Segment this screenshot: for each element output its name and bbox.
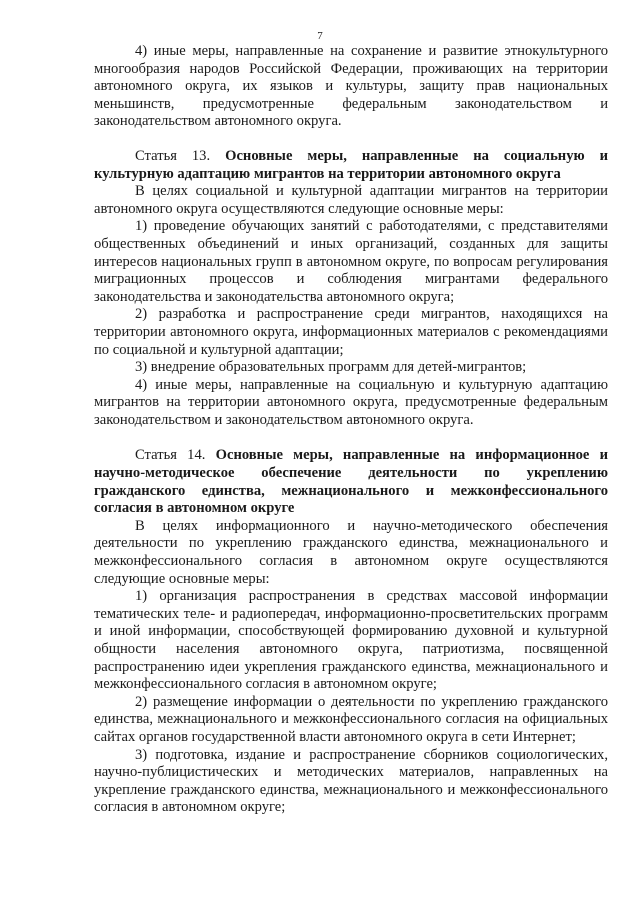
article-14-item-1: 1) организация распространения в средствах массовой информации тематических теле- и радиопередач, информационно-просветительских программ и иной информации, способствующей формированию духовной и культурной общности населения автономного округа, патриотизма, посвященной распространению идеи укрепления гражданского единства, межнационального и межконфессионального согласия в автономном округе;: [94, 588, 608, 693]
article-14-heading: [94, 447, 608, 517]
article-13-item-1: 1) проведение обучающих занятий с работодателями, с представителями общественных объединений и иных организаций, созданных для защиты интересов национальных групп в автономном округе, по вопросам регулирования миграционных процессов и соблюдения мигрантами федерального законодательства и законодательства автономного округа;: [94, 218, 608, 305]
article-13-number: Статья 13.: [135, 147, 226, 164]
article-13-item-2: 2) разработка и распространение среди мигрантов, находящихся на территории автономного округа, информационных материалов с рекомендациями по социальной и культурной адаптации;: [94, 306, 608, 358]
article-14-intro: В целях информационного и научно-методического обеспечения деятельности по укреплению гражданского единства, межнационального и межконфессионального согласия в автономном округе осуществляются следующие основные меры:: [94, 517, 608, 587]
article-13-item-3: 3) внедрение образовательных программ для детей-мигрантов;: [135, 359, 527, 376]
article-14-item-2: 2) размещение информации о деятельности по укреплению гражданского единства, межнационального и межконфессионального согласия на официальных сайтах органов государственной власти автономного округа в сети Интернет;: [94, 693, 608, 745]
article-13-item-4: 4) иные меры, направленные на социальную и культурную адаптацию мигрантов на территории автономного округа, предусмотренные федеральным законодательством и законодательством автономного округа.: [94, 376, 608, 428]
article-14-title: Основные меры, направленные на информационное и научно-методическое обеспечение деятельности по укреплению гражданского единства, межнационального и межконфессионального согласия в автономном округе: [94, 447, 609, 517]
article-13-heading: [94, 148, 608, 183]
article-14-number: Статья 14.: [135, 447, 216, 464]
article-13-title: Основные меры, направленные на социальную и культурную адаптацию мигрантов на территории автономного округа: [94, 147, 609, 182]
paragraph-item-4-ethnocultural: 4) иные меры, направленные на сохранение и развитие этнокультурного многообразия народов Российской Федерации, проживающих на территории автономного округа, их языков и культуры, защиту прав национальных меньшинств, предусмотренные федеральным законодательством и законодательством автономного округа.: [94, 43, 608, 130]
document-body: [94, 43, 608, 817]
page-number: 7: [317, 30, 323, 42]
article-14-item-3: 3) подготовка, издание и распространение сборников социологических, научно-публицистических и методических материалов, направленных на укрепление гражданского единства, межнационального и межконфессионального согласия в автономном округе;: [94, 746, 608, 816]
article-13-intro: В целях социальной и культурной адаптации мигрантов на территории автономного округа осуществляются следующие основные меры:: [94, 183, 608, 217]
